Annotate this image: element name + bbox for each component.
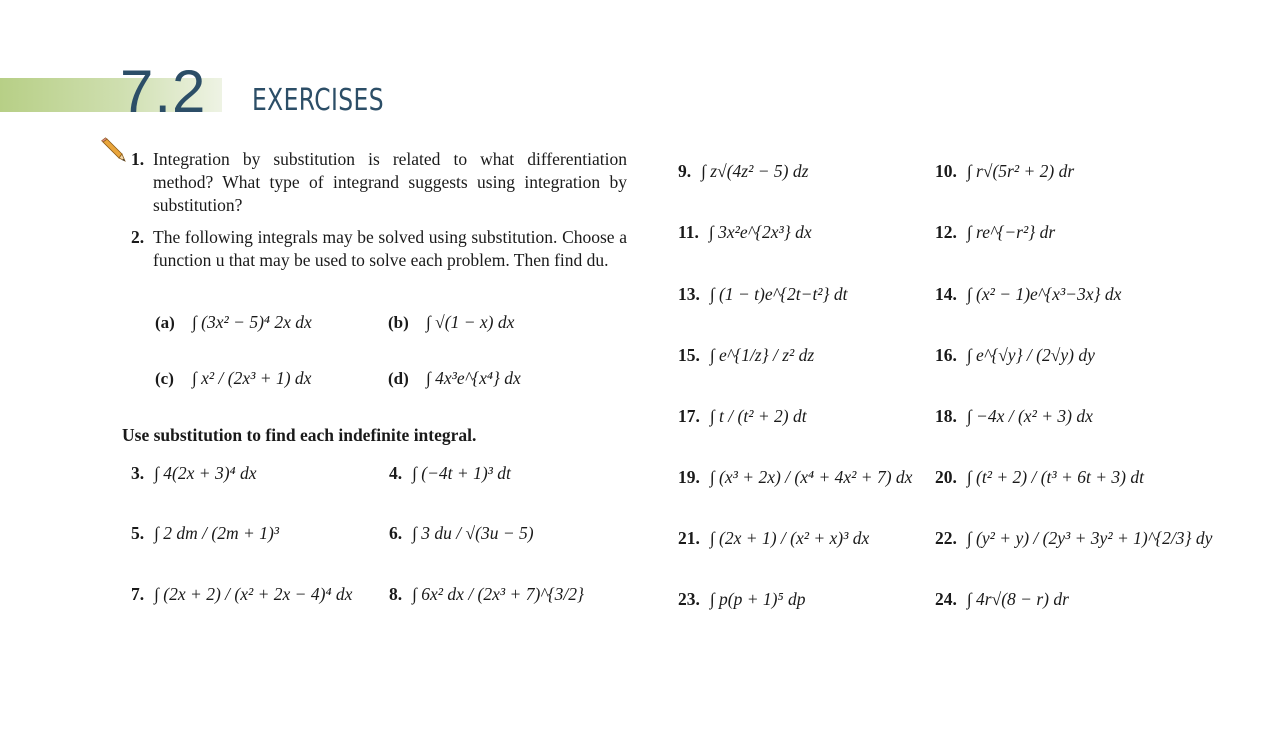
exercise-expression: ∫ re^{−r²} dr <box>966 222 1056 242</box>
exercise-item <box>389 523 534 544</box>
exercise-expression: ∫ (x³ + 2x) / (x⁴ + 4x² + 7) dx <box>709 467 913 487</box>
exercise-item <box>935 345 1095 366</box>
exercise-item <box>935 284 1121 305</box>
exercise-expression: ∫ 3 du / √(3u − 5) <box>412 523 534 543</box>
exercise-expression: ∫ t / (t² + 2) dt <box>709 406 807 426</box>
exercise-expression: ∫ −4x / (x² + 3) dx <box>966 406 1093 426</box>
exercise-number: 6. <box>389 523 403 543</box>
exercise-expression: ∫ (1 − t)e^{2t−t²} dt <box>709 284 848 304</box>
section-title: EXERCISES <box>252 83 384 118</box>
exercise-item <box>678 528 869 549</box>
exercise-number: 19. <box>678 467 700 487</box>
exercise-expression: ∫ (2x + 2) / (x² + 2x − 4)⁴ dx <box>154 584 353 604</box>
exercise-item <box>678 406 807 427</box>
question-1-number: 1. <box>131 149 145 169</box>
exercise-expression: ∫ p(p + 1)⁵ dp <box>709 589 806 609</box>
exercise-number: 8. <box>389 584 403 604</box>
exercise-number: 12. <box>935 222 957 242</box>
exercise-number: 18. <box>935 406 957 426</box>
exercise-expression: ∫ 4(2x + 3)⁴ dx <box>154 463 257 483</box>
exercise-number: 15. <box>678 345 700 365</box>
exercise-number: 23. <box>678 589 700 609</box>
exercise-item <box>935 528 1212 549</box>
part-label: (d) <box>388 369 409 388</box>
exercise-number: 7. <box>131 584 145 604</box>
part-expression: ∫ x² / (2x³ + 1) dx <box>192 368 312 388</box>
exercise-expression: ∫ (t² + 2) / (t³ + 6t + 3) dt <box>966 467 1144 487</box>
exercise-number: 17. <box>678 406 700 426</box>
exercise-expression: ∫ z√(4z² − 5) dz <box>701 161 809 181</box>
exercise-number: 10. <box>935 161 957 181</box>
exercise-number: 13. <box>678 284 700 304</box>
exercise-item <box>935 222 1055 243</box>
part-expression: ∫ (3x² − 5)⁴ 2x dx <box>192 312 312 332</box>
exercise-item <box>131 584 352 605</box>
exercise-item <box>678 589 805 610</box>
exercise-item <box>678 222 812 243</box>
exercise-expression: ∫ (−4t + 1)³ dt <box>412 463 511 483</box>
exercise-item <box>389 463 511 484</box>
exercise-item <box>131 523 279 544</box>
exercise-expression: ∫ 6x² dx / (2x³ + 7)^{3/2} <box>412 584 585 604</box>
exercise-number: 14. <box>935 284 957 304</box>
exercise-expression: ∫ 3x²e^{2x³} dx <box>708 222 812 242</box>
exercise-item <box>935 161 1074 182</box>
exercise-item <box>131 463 257 484</box>
question-2-number: 2. <box>131 227 145 247</box>
exercise-item <box>678 467 912 488</box>
exercise-number: 5. <box>131 523 145 543</box>
exercise-item <box>935 406 1093 427</box>
exercise-expression: ∫ 2 dm / (2m + 1)³ <box>154 523 280 543</box>
exercise-expression: ∫ e^{√y} / (2√y) dy <box>966 345 1095 365</box>
question-1-text: Integration by substitution is related to what differentiation method? What type of integrand suggests using integration by substitution? <box>153 149 627 215</box>
part-expression: ∫ 4x³e^{x⁴} dx <box>426 368 521 388</box>
exercise-expression: ∫ r√(5r² + 2) dr <box>966 161 1075 181</box>
exercise-number: 4. <box>389 463 403 483</box>
section-number: 7.2 <box>120 58 207 125</box>
part-label: (b) <box>388 313 409 332</box>
question-2-text: The following integrals may be solved using substitution. Choose a function u that may be used to solve each problem. Then find du. <box>153 227 627 270</box>
exercise-expression: ∫ (2x + 1) / (x² + x)³ dx <box>709 528 870 548</box>
exercise-number: 22. <box>935 528 957 548</box>
pencil-icon <box>100 137 126 163</box>
part-label: (c) <box>155 369 174 388</box>
exercise-number: 16. <box>935 345 957 365</box>
exercise-item <box>678 161 808 182</box>
exercise-expression: ∫ (y² + y) / (2y³ + 3y² + 1)^{2/3} dy <box>966 528 1213 548</box>
exercise-expression: ∫ e^{1/z} / z² dz <box>709 345 815 365</box>
exercise-expression: ∫ (x² − 1)e^{x³−3x} dx <box>966 284 1122 304</box>
exercise-heading: Use substitution to find each indefinite integral. <box>122 425 477 445</box>
exercise-number: 3. <box>131 463 145 483</box>
exercise-item <box>678 345 814 366</box>
exercise-number: 20. <box>935 467 957 487</box>
exercise-number: 11. <box>678 222 699 242</box>
exercise-number: 21. <box>678 528 700 548</box>
exercise-item <box>678 284 848 305</box>
exercise-item <box>389 584 584 605</box>
exercise-number: 24. <box>935 589 957 609</box>
exercise-expression: ∫ 4r√(8 − r) dr <box>966 589 1069 609</box>
part-expression: ∫ √(1 − x) dx <box>426 312 515 332</box>
exercise-item <box>935 589 1069 610</box>
exercise-item <box>935 467 1144 488</box>
exercise-number: 9. <box>678 161 692 181</box>
part-label: (a) <box>155 313 175 332</box>
